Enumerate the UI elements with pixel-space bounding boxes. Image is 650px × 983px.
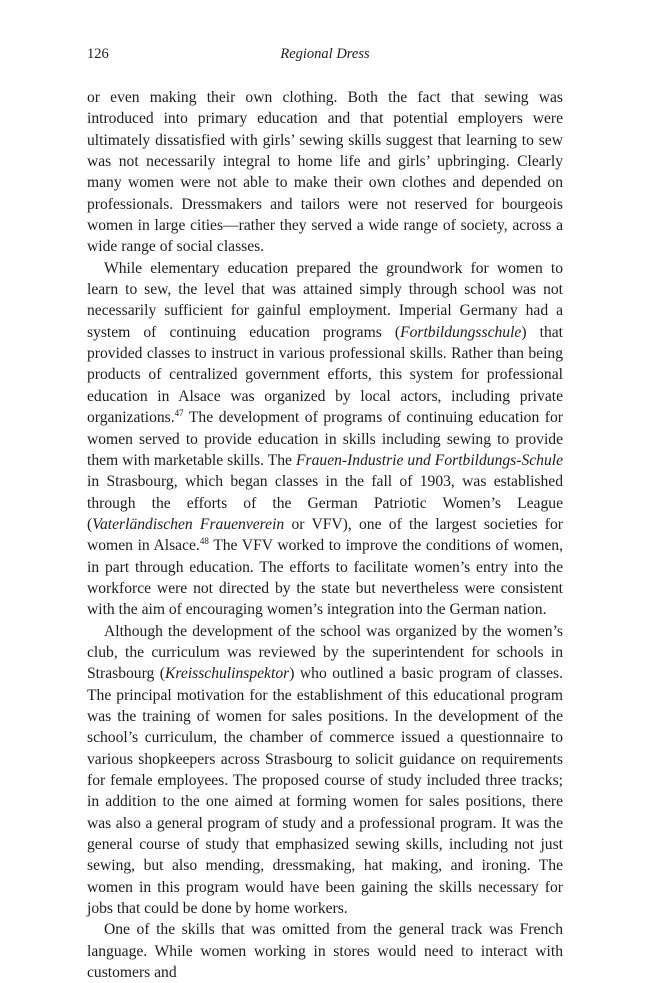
paragraph-text: or even making their own clothing. Both the fact that sewing was introduced into primary education and that potential employers were ultimately dissatisfied with girls’ sewing skills suggest that learning to sew was not necessarily integral to home life and girls’ upbringing. Clearly many women were not able to make their own clothes and depended on professionals. Dressmakers and tailors were not reserved for bourgeois women in large cities—rather they served a wide range of society, across a wide range of social classes. — [87, 89, 563, 256]
paragraph-text: or VFV), one of the largest societies for women in Alsace. — [87, 515, 563, 555]
italic-term: Fortbildungsschule — [400, 323, 522, 341]
italic-term: Vaterländischen Frauenverein — [92, 515, 285, 533]
footnote-ref: 47 — [174, 408, 184, 419]
italic-term: Kreisschulinspektor — [165, 665, 290, 683]
paragraph-1 — [87, 87, 563, 258]
paragraph-text: The VFV worked to improve the conditions of women, in part through education. The efforts to facilitate women’s entry into the workforce were not directed by the state but nevertheless were consistent with the aim of encouraging women’s integration into the German nation. — [87, 537, 563, 619]
footnote-ref: 48 — [199, 536, 209, 547]
paragraph-2 — [87, 258, 563, 621]
running-title: Regional Dress — [280, 46, 370, 62]
italic-term: Frauen-Industrie und Fortbildungs-Schule — [296, 451, 564, 469]
page-number: 126 — [87, 46, 109, 62]
paragraph-text: While elementary education prepared the groundwork for women to learn to sew, the level that was attained simply through school was not necessarily sufficient for gainful employment. Imperial Germany had a system of continuing education programs ( — [87, 259, 563, 341]
paragraph-text: The development of programs of continuing education for women served to provide education in skills including sewing to provide them with marketable skills. The — [87, 409, 563, 469]
body-text — [87, 87, 563, 983]
paragraph-text: ) who outlined a basic program of classes. The principal motivation for the establishment of this educational program was the training of women for sales positions. In the development of the school’s curriculum, the chamber of commerce issued a questionnaire to various shopkeepers across Strasbourg to solicit guidance on requirements for female employees. The proposed course of study included three tracks; in addition to the one aimed at forming women for sales positions, there was also a general program of study and a professional program. It was the general course of study that emphasized sewing skills, including not just sewing, but also mending, dressmaking, hat making, and ironing. The women in this program would have been gaining the skills necessary for jobs that could be done by home workers. — [87, 665, 563, 918]
paragraph-text: Although the development of the school was organized by the women’s club, the curriculum was reviewed by the superintendent for schools in Strasbourg ( — [87, 622, 563, 683]
paragraph-text: in Strasbourg, which began classes in the fall of 1903, was established through the efforts of the German Patriotic Women’s League ( — [87, 473, 563, 533]
paragraph-text: One of the skills that was omitted from the general track was French language. While women working in stores would need to interact with customers and — [87, 921, 563, 982]
paragraph-3 — [87, 621, 563, 920]
running-head — [87, 44, 563, 64]
paragraph-4 — [87, 919, 563, 983]
paragraph-text: ) that provided classes to instruct in various professional skills. Rather than being products of centralized government efforts, this system for professional education in Alsace was organized by local actors, including private organizations. — [87, 323, 563, 427]
